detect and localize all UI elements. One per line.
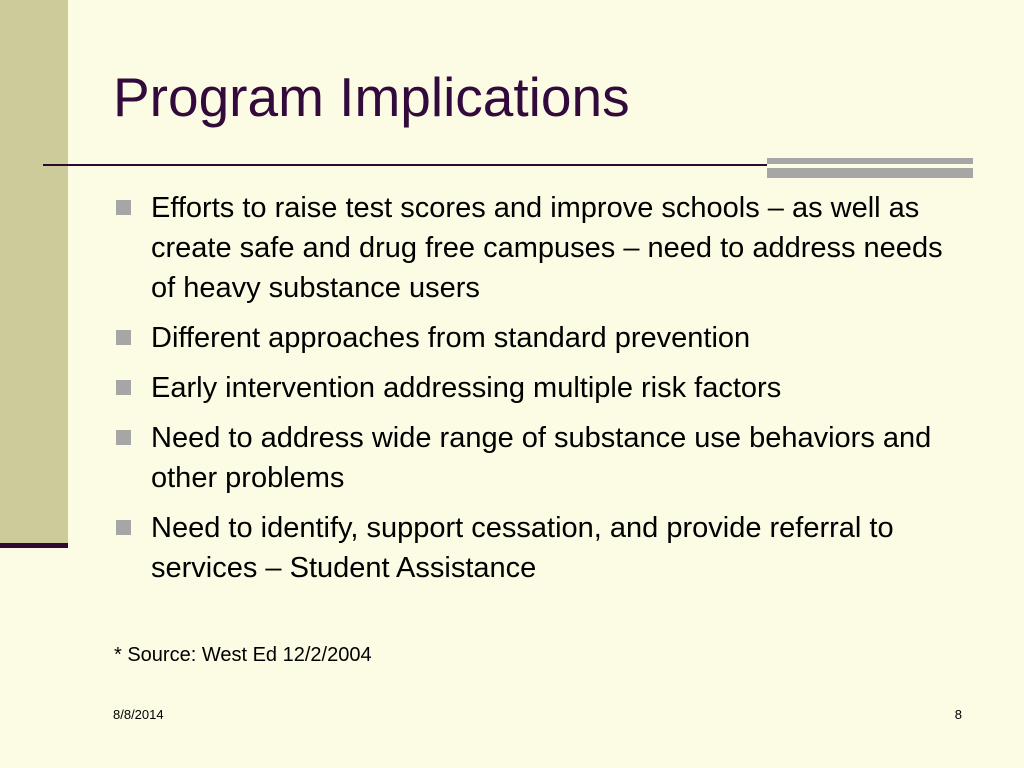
left-band-underline bbox=[0, 543, 68, 548]
bullet-text: Early intervention addressing multiple risk factors bbox=[151, 372, 782, 404]
bullet-item bbox=[114, 188, 964, 308]
bullet-list bbox=[114, 188, 964, 598]
bullet-text: Need to address wide range of substance use behaviors and other problems bbox=[151, 422, 932, 494]
bullet-item bbox=[114, 318, 964, 358]
slide-title: Program Implications bbox=[113, 66, 630, 128]
footer-page-number: 8 bbox=[954, 707, 962, 722]
title-accent-stripes bbox=[767, 158, 973, 178]
bullet-text: Different approaches from standard prevention bbox=[151, 322, 751, 354]
bullet-item bbox=[114, 368, 964, 408]
bullet-text: Efforts to raise test scores and improve schools – as well as create safe and drug free campuses – need to address needs of heavy substance users bbox=[151, 192, 943, 304]
square-bullet-icon bbox=[116, 520, 131, 535]
left-decorative-band bbox=[0, 0, 68, 545]
accent-stripe-bottom bbox=[767, 168, 973, 178]
source-note: * Source: West Ed 12/2/2004 bbox=[114, 644, 372, 666]
bullet-item bbox=[114, 508, 964, 588]
square-bullet-icon bbox=[116, 200, 131, 215]
square-bullet-icon bbox=[116, 330, 131, 345]
bullet-text: Need to identify, support cessation, and provide referral to services – Student Assistance bbox=[151, 512, 894, 584]
square-bullet-icon bbox=[116, 380, 131, 395]
bullet-item bbox=[114, 418, 964, 498]
square-bullet-icon bbox=[116, 430, 131, 445]
footer-date: 8/8/2014 bbox=[113, 707, 164, 722]
